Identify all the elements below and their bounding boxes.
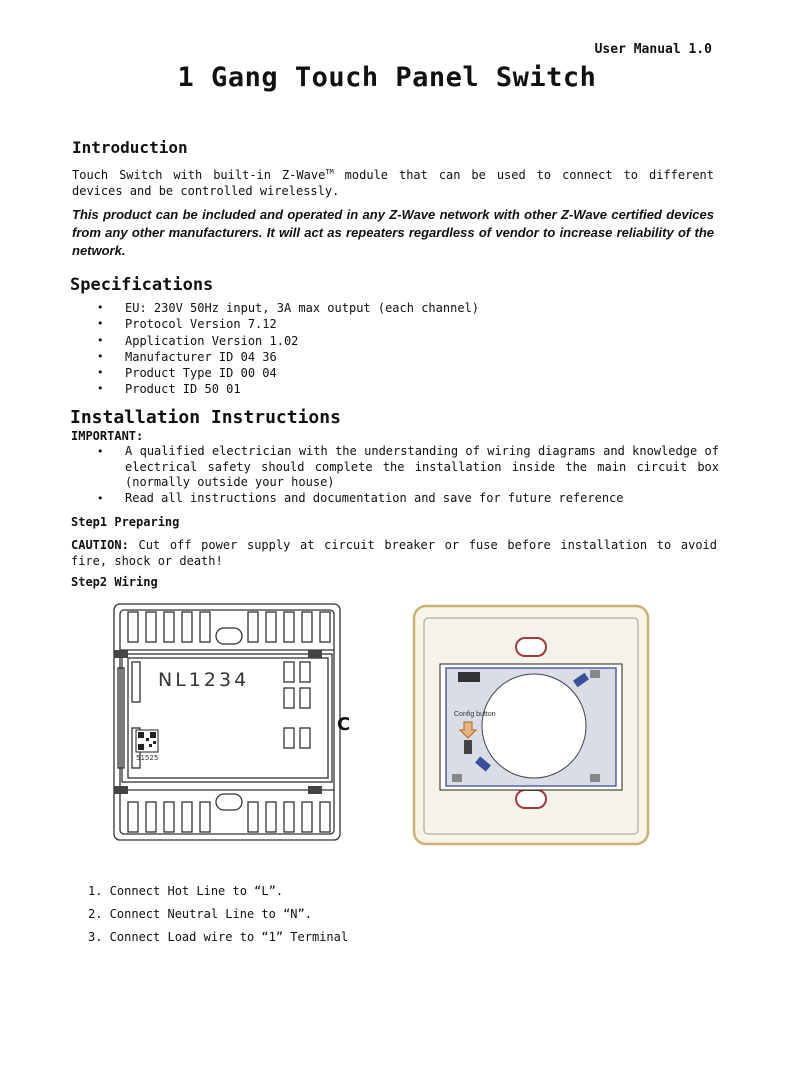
intro-text-end: module that can be used to connect to different devices and be controlled wirelessly. <box>72 168 714 198</box>
spec-item <box>97 365 697 381</box>
installation-item <box>97 444 719 491</box>
caution-body: Cut off power supply at circuit breaker or fuse before installation to avoid fire, shock or death! <box>71 538 717 568</box>
caution-text <box>71 537 717 569</box>
model-label: NL1234 <box>158 669 250 691</box>
zwave-compatibility-note: This product can be included and operated in any Z-Wave network with other Z-Wave certified devices from any other manufacturers. It will act as repeaters regardless of vendor to increase reliability of the network. <box>72 207 714 258</box>
spec-item-text: Manufacturer ID 04 36 <box>125 349 277 364</box>
bullet-icon: • <box>97 333 104 347</box>
bullet-icon: • <box>97 349 104 363</box>
manual-version: User Manual 1.0 <box>594 42 712 57</box>
installation-list <box>97 444 719 506</box>
introduction-text <box>72 164 714 199</box>
wiring-step: 1. Connect Hot Line to “L”. <box>88 884 284 898</box>
wiring-steps-list <box>88 884 348 953</box>
installation-item-text: Read all instructions and documentation and save for future reference <box>125 490 624 505</box>
wiring-step: 2. Connect Neutral Line to “N”. <box>88 907 312 921</box>
specifications-list <box>97 300 697 398</box>
spec-item <box>97 381 697 397</box>
installation-item-text: A qualified electrician with the understanding of wiring diagrams and knowledge of electrical safety should complete the installation inside the main circuit box (normally outside your house) <box>125 444 719 490</box>
document-title: 1 Gang Touch Panel Switch <box>177 62 597 93</box>
spec-item <box>97 333 697 349</box>
spec-item <box>97 349 697 365</box>
bullet-icon: • <box>97 382 104 396</box>
side-mark: C <box>337 714 351 735</box>
spec-item-text: Product ID 50 01 <box>125 382 241 397</box>
switch-front-view-figure <box>412 604 652 848</box>
spec-item-text: Application Version 1.02 <box>125 333 299 348</box>
wiring-step: 3. Connect Load wire to “1” Terminal <box>88 930 349 944</box>
caution-label: CAUTION: <box>71 538 129 552</box>
bullet-icon: • <box>97 491 104 505</box>
bullet-icon: • <box>97 366 104 380</box>
spec-item-text: EU: 230V 50Hz input, 3A max output (each channel) <box>125 301 480 315</box>
config-button-label: Config button <box>454 711 496 718</box>
switch-rear-view-figure <box>108 598 358 848</box>
installation-heading: Installation Instructions <box>70 407 341 428</box>
intro-text-start: Touch Switch with built-in Z-Wave <box>72 168 326 182</box>
spec-item-text: Product Type ID 00 04 <box>125 366 277 381</box>
bullet-icon: • <box>97 301 104 314</box>
bullet-icon: • <box>97 445 104 458</box>
spec-item <box>97 316 697 332</box>
specifications-heading: Specifications <box>70 275 214 295</box>
introduction-heading: Introduction <box>72 138 188 157</box>
spec-item-text: Protocol Version 7.12 <box>125 317 277 332</box>
trademark-mark: TM <box>325 168 334 176</box>
installation-item <box>97 491 719 507</box>
bullet-icon: • <box>97 317 104 331</box>
step2-heading: Step2 Wiring <box>71 575 158 589</box>
qr-caption: 51525 <box>136 754 159 762</box>
important-label: IMPORTANT: <box>71 429 144 443</box>
qr-code-icon <box>136 730 158 752</box>
step1-heading: Step1 Preparing <box>71 515 180 529</box>
spec-item <box>97 300 697 316</box>
